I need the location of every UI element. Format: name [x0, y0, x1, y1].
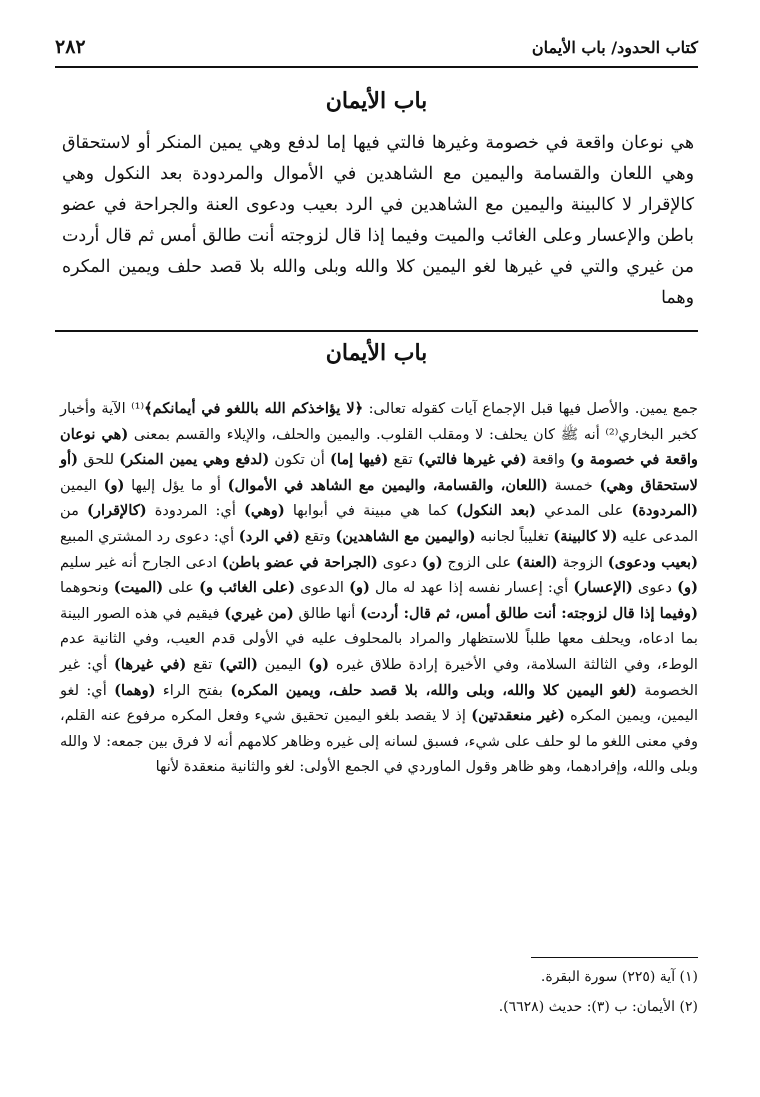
- quoted-matn-segment: (الميت): [113, 579, 164, 597]
- sharh-text: [60, 396, 698, 780]
- quoted-matn-segment: (لدفع وهي يمين المنكر): [119, 451, 270, 469]
- commentary-segment: على المدعي: [536, 502, 632, 520]
- quoted-matn-segment: (و): [421, 553, 443, 571]
- quoted-matn-segment: (في غيرها): [113, 655, 187, 673]
- commentary-segment: أن تكون: [269, 451, 330, 469]
- commentary-segment: أي: إعسار نفسه إذا عهد له مال: [369, 579, 574, 597]
- commentary-segment: الزوجة: [557, 553, 608, 571]
- quoted-matn-segment: (الجراحة في عضو باطن): [221, 553, 378, 571]
- sharh-chapter-title: باب الأيمان: [325, 340, 428, 366]
- commentary-segment: كما هي مبينة في أبوابها: [284, 502, 456, 520]
- page-number: ٢٨٢: [55, 36, 86, 58]
- quoted-matn-segment: (غير منعقدتين): [471, 707, 565, 725]
- quoted-matn-segment: (وفيما إذا قال لزوجته: أنت طالق أمس، ثم قال: أردت): [360, 604, 698, 622]
- commentary-segment: على: [163, 579, 200, 597]
- commentary-segment: ⁽¹⁾ الآية وأخبار كخبر البخاري⁽²⁾ أنه ﷺ كان يحلف: لا ومقلب القلوب. واليمين والحلف، والإيلاء والقسم بمعنى: [60, 400, 698, 443]
- quoted-matn-segment: (و): [308, 655, 330, 673]
- commentary-segment: إذ لا يقصد بلغو اليمين تحقيق شيء وفعل المكره مرفوع عنه القلم، وفي معنى اللغو ما لو حلف على شيء، فسبق لسانه إلى غيره وظاهر كلامهم أنه لا فرق بين جمعه: لا والله وبلى والله، وإفرادهما، وهو ظاهر وقول الماوردي في الجمع الأولى: لغو والثانية منعقدة لأنها: [60, 707, 698, 776]
- commentary-segment: خمسة: [547, 476, 600, 494]
- commentary-segment: دعوى: [377, 553, 422, 571]
- quoted-matn-segment: (التي): [219, 655, 258, 673]
- commentary-segment: أي: غير الخصومة: [60, 655, 699, 699]
- quoted-matn-segment: (وهما): [114, 681, 156, 699]
- quoted-matn-segment: (لا كالبينة): [553, 527, 618, 545]
- commentary-segment: ونحوهما: [60, 579, 114, 597]
- footnotes: [60, 962, 698, 1022]
- commentary-segment: أو ما يؤل إليها: [124, 476, 228, 494]
- quoted-matn-segment: (و): [349, 579, 370, 597]
- commentary-segment: ادعى الجارح أنه غير سليم: [60, 553, 222, 571]
- commentary-segment: الدعوى: [295, 579, 350, 597]
- commentary-segment: اليمين: [60, 476, 104, 494]
- quoted-matn-segment: (في غيرها فالتي): [417, 451, 527, 469]
- footnote-1: (١) آية (٢٢٥) سورة البقرة.: [540, 969, 698, 985]
- quoted-matn-segment: (في الرد): [238, 527, 300, 545]
- commentary-segment: أنها طالق: [293, 604, 361, 622]
- footnote-2: (٢) الأيمان: ب (٣): حديث (٦٦٢٨).: [498, 999, 698, 1015]
- quoted-matn-segment: (الإعسار): [573, 579, 633, 597]
- commentary-segment: للحق: [78, 451, 120, 469]
- footnote-rule: [531, 957, 698, 958]
- quoted-matn-segment: ﴿لا يؤاخذكم الله باللغو في أيمانكم﴾: [144, 400, 364, 417]
- section-divider: [55, 330, 698, 332]
- commentary-segment: تقع: [186, 655, 220, 673]
- commentary-segment: أي: دعوى رد المشتري المبيع: [60, 527, 239, 545]
- quoted-matn-segment: (فيها إما): [329, 451, 389, 469]
- matn-chapter-title: باب الأيمان: [325, 88, 428, 114]
- quoted-matn-segment: (لغو اليمين كلا والله، وبلى والله، بلا قصد حلف، ويمين المكره): [230, 681, 637, 699]
- commentary-segment: جمع يمين. والأصل فيها قبل الإجماع آيات كقوله تعالى:: [363, 400, 698, 417]
- commentary-segment: دعوى: [632, 579, 678, 597]
- quoted-matn-segment: (المردودة): [631, 502, 698, 520]
- quoted-matn-segment: (و): [103, 476, 125, 494]
- commentary-segment: واقعة: [526, 451, 571, 469]
- quoted-matn-segment: (أو لاستحقاق وهي): [60, 451, 698, 494]
- quoted-matn-segment: (واليمين مع الشاهدين): [335, 527, 476, 545]
- commentary-segment: من المدعى عليه: [60, 502, 699, 545]
- matn-text: هي نوعان واقعة في خصومة وغيرها فالتي فيها إما لدفع وهي يمين المنكر أو لاستحقاق وهي اللعان والقسامة واليمين مع الشاهدين في الأموال والمردودة بعد النكول وهي كالإقرار لا كالبينة واليمين مع الشاهدين في الرد بعيب ودعوى العنة والجراحة في عضو باطن والإعسار وعلى الغائب والميت وفيما إذا قال لزوجته أنت طالق أمس ثم قال أردت من غيري والتي في غيرها لغو اليمين كلا والله وبلى والله بلا قصد حلف ويمين المكره وهما: [62, 133, 694, 308]
- quoted-matn-segment: (وهي): [244, 502, 285, 520]
- commentary-segment: وتقع: [299, 527, 336, 545]
- quoted-matn-segment: (العنة): [515, 553, 558, 571]
- quoted-matn-segment: (و): [677, 579, 699, 597]
- commentary-segment: بفتح الراء: [155, 681, 231, 699]
- commentary-segment: تغليباً لجانبه: [475, 527, 554, 545]
- quoted-matn-segment: (بعد النكول): [455, 502, 537, 520]
- running-title: كتاب الحدود/ باب الأيمان: [531, 37, 698, 57]
- quoted-matn-segment: (من غيري): [224, 604, 294, 622]
- commentary-segment: اليمين: [257, 655, 309, 673]
- commentary-segment: على الزوج: [442, 553, 516, 571]
- commentary-segment: تقع: [388, 451, 418, 469]
- quoted-matn-segment: (هي نوعان واقعة في خصومة و): [60, 425, 698, 469]
- quoted-matn-segment: (على الغائب و): [199, 579, 296, 597]
- running-header: [55, 30, 698, 64]
- header-rule: [55, 66, 698, 68]
- commentary-segment: أي: المردودة: [146, 502, 245, 520]
- commentary-segment: فيقيم في هذه الصور البينة بما ادعاه، ويحلف معها طلباً للاستظهار والمراد بالمحلوف عليه في الأولى قدم العيب، وفي الثانية عدم الوطء، وفي الثالثة السلامة، وفي الأخيرة إرادة طلاق غيره: [60, 604, 698, 673]
- quoted-matn-segment: (كالإقرار): [87, 502, 147, 520]
- commentary-segment: أي: لغو اليمين، ويمين المكره: [60, 681, 699, 725]
- quoted-matn-segment: (بعيب ودعوى): [607, 553, 698, 571]
- quoted-matn-segment: (اللعان، والقسامة، واليمين مع الشاهد في الأموال): [227, 476, 548, 494]
